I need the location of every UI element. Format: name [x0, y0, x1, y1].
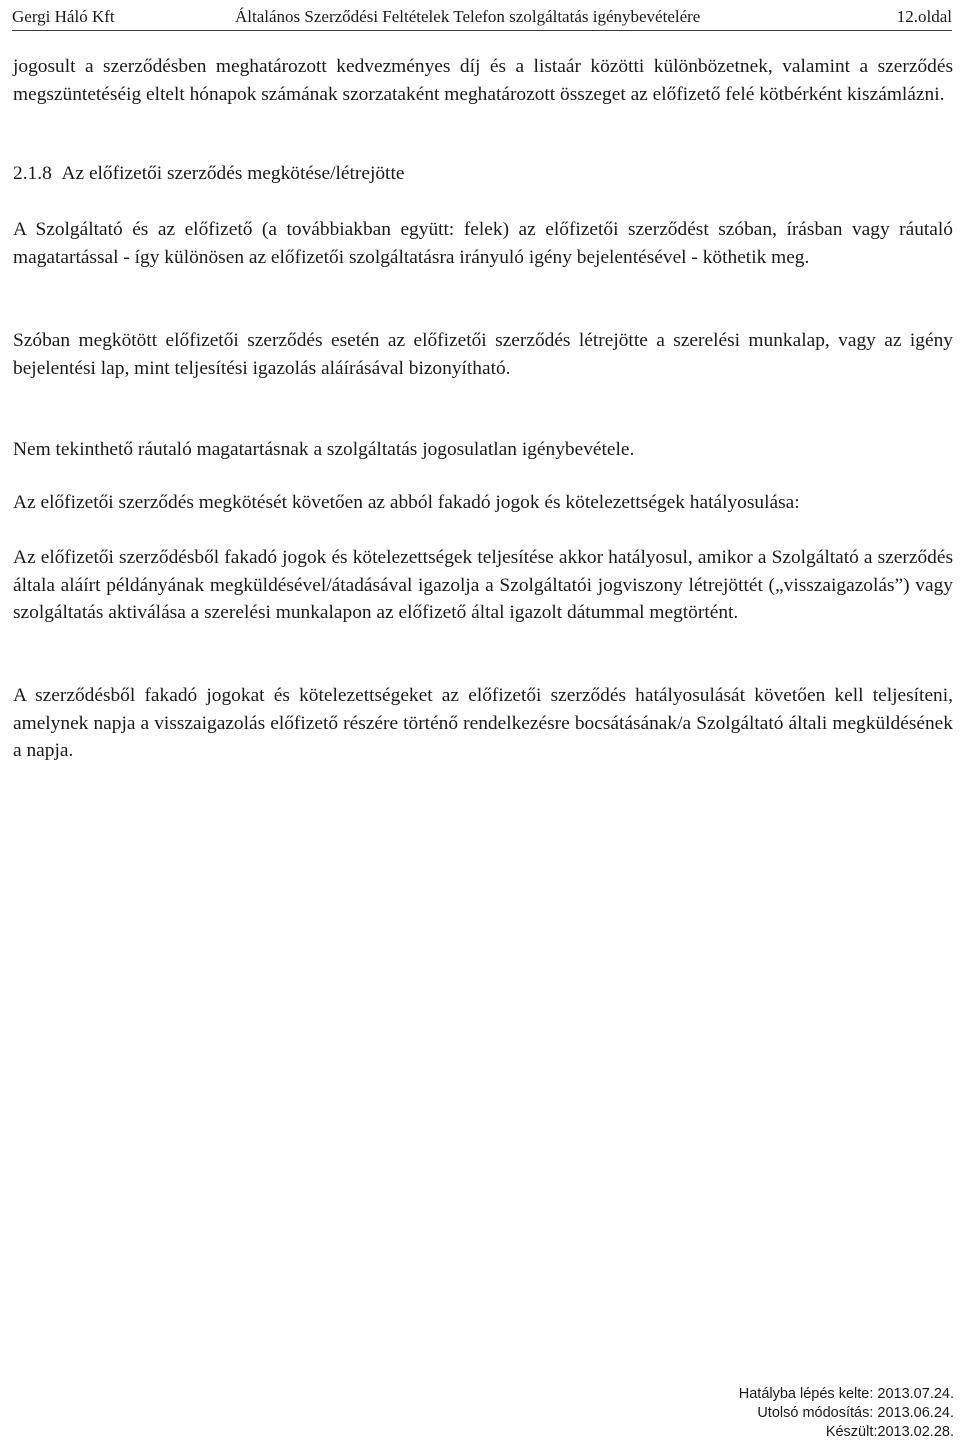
- footer-effective-date: Hatályba lépés kelte: 2013.07.24.: [738, 1386, 954, 1402]
- paragraph-text: jogosult a szerződésben meghatározott kedvezményes díj és a listaár közötti különbözetnek, valamint a szerződés megszüntetéséig eltelt hónapok számának szorzataként meghatározott összeget az előfizető felé kötbérként kiszámlázni.: [13, 56, 953, 105]
- header-page-number: 12.oldal: [896, 7, 952, 26]
- paragraph-text: Szóban megkötött előfizetői szerződés esetén az előfizetői szerződés létrejötte a szerelési munkalap, vagy az igény bejelentési lap, mint teljesítési igazolás aláírásával bizonyítható.: [13, 330, 953, 379]
- paragraph-performance: [13, 682, 953, 765]
- section-heading: [13, 160, 953, 188]
- footer-last-modified: Utolsó módosítás: 2013.06.24.: [757, 1405, 954, 1421]
- paragraph-effectiveness-heading: [13, 489, 953, 517]
- paragraph-effectiveness: [13, 544, 953, 627]
- paragraph-text: Az előfizetői szerződés megkötését követően az abból fakadó jogok és kötelezettségek hatályosulása:: [13, 492, 800, 513]
- paragraph-text: A szerződésből fakadó jogokat és kötelezettségeket az előfizetői szerződés hatályosulását követően kell teljesíteni, amelynek napja a visszaigazolás előfizető részére történő rendelkezésre bocsátásának/a Szolgáltató általi megküldésének a napja.: [13, 685, 953, 761]
- page-footer: [739, 1385, 954, 1442]
- paragraph-text: A Szolgáltató és az előfizető (a továbbiakban együtt: felek) az előfizetői szerződést szóban, írásban vagy ráutaló magatartással - így különösen az előfizetői szolgáltatásra irányuló igény bejelentésével - köthetik meg.: [13, 219, 953, 268]
- header-document-title: Általános Szerződési Feltételek Telefon szolgáltatás igénybevételére: [235, 7, 701, 26]
- paragraph-penalty: [13, 53, 953, 108]
- paragraph-contract-forms: [13, 216, 953, 271]
- paragraph-text: Az előfizetői szerződésből fakadó jogok és kötelezettségek teljesítése akkor hatályosul, amikor a Szolgáltató a szerződés általa aláírt példányának megküldésével/átadásával igazolja a Szolgáltatói jogviszony létrejöttét („visszaigazolás”) vagy szolgáltatás aktiválása a szerelési munkalapon az előfizető által igazolt dátummal megtörtént.: [13, 547, 953, 623]
- section-number: 2.1.8: [13, 163, 52, 184]
- paragraph-oral-contract: [13, 327, 953, 382]
- page-header: [12, 4, 952, 31]
- paragraph-unauthorized-use: [13, 436, 953, 464]
- header-company: Gergi Háló Kft: [12, 7, 115, 26]
- footer-created-date: Készült:2013.02.28.: [825, 1424, 954, 1440]
- section-title: Az előfizetői szerződés megkötése/létrejötte: [61, 163, 405, 184]
- paragraph-text: Nem tekinthető ráutaló magatartásnak a szolgáltatás jogosulatlan igénybevétele.: [13, 439, 635, 460]
